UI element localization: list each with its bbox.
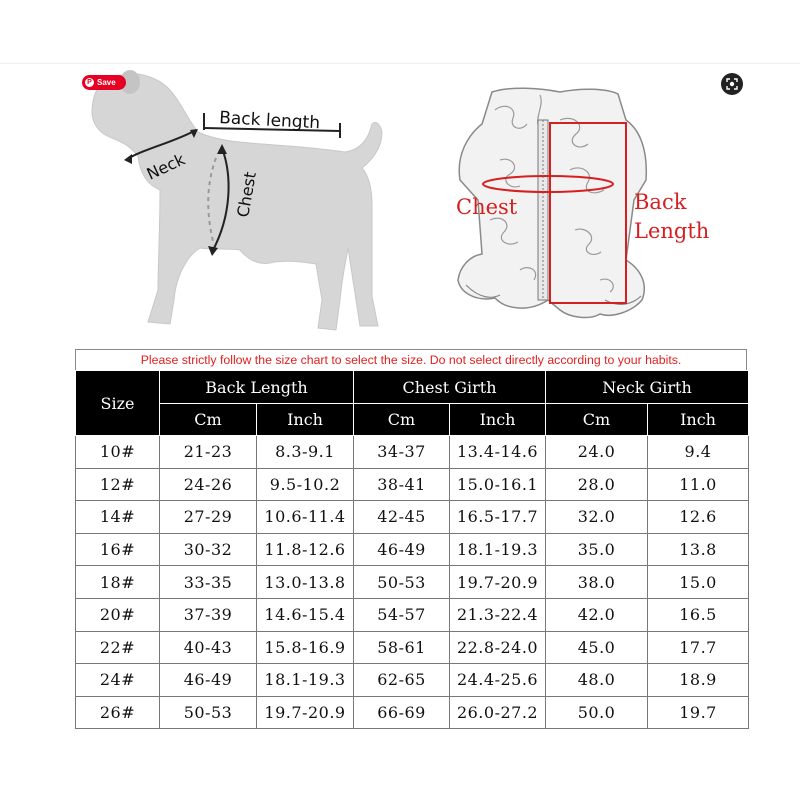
- table-cell: 28.0: [546, 468, 648, 501]
- table-cell: 33-35: [160, 566, 257, 599]
- table-cell: 32.0: [546, 501, 648, 534]
- unit-header: Cm: [354, 404, 450, 436]
- table-cell: 37-39: [160, 598, 257, 631]
- table-cell: 18.1-19.3: [450, 533, 546, 566]
- table-cell: 24-26: [160, 468, 257, 501]
- neck-label: Neck: [143, 149, 188, 184]
- table-cell: 50.0: [546, 696, 648, 729]
- table-cell: 16.5: [648, 598, 749, 631]
- neck-girth-header: Neck Girth: [546, 371, 749, 404]
- unit-header: Inch: [648, 404, 749, 436]
- table-cell: 13.8: [648, 533, 749, 566]
- size-cell: 10#: [76, 436, 160, 469]
- table-cell: 18.9: [648, 664, 749, 697]
- size-cell: 14#: [76, 501, 160, 534]
- size-cell: 22#: [76, 631, 160, 664]
- table-cell: 42.0: [546, 598, 648, 631]
- illustrations: [0, 0, 800, 345]
- table-cell: 10.6-11.4: [257, 501, 354, 534]
- table-cell: 18.1-19.3: [257, 664, 354, 697]
- size-chart-table: [75, 370, 749, 729]
- table-row: [76, 631, 749, 664]
- table-cell: 66-69: [354, 696, 450, 729]
- table-cell: 15.8-16.9: [257, 631, 354, 664]
- table-cell: 8.3-9.1: [257, 436, 354, 469]
- chest-girth-header: Chest Girth: [354, 371, 546, 404]
- coat-back-label: Back: [634, 190, 687, 214]
- table-cell: 19.7-20.9: [257, 696, 354, 729]
- table-cell: 38-41: [354, 468, 450, 501]
- table-cell: 62-65: [354, 664, 450, 697]
- table-cell: 50-53: [354, 566, 450, 599]
- back-length-label: Back length: [218, 108, 321, 134]
- back-length-header: Back Length: [160, 371, 354, 404]
- save-label: Save: [97, 78, 116, 87]
- table-cell: 58-61: [354, 631, 450, 664]
- table-cell: 21-23: [160, 436, 257, 469]
- table-cell: 26.0-27.2: [450, 696, 546, 729]
- table-row: [76, 501, 749, 534]
- table-cell: 13.0-13.8: [257, 566, 354, 599]
- visual-search-button[interactable]: [721, 73, 743, 95]
- coat-length-label: Length: [634, 219, 710, 243]
- size-cell: 24#: [76, 664, 160, 697]
- size-chart-notice: Please strictly follow the size chart to select the size. Do not select directly according to your habits.: [75, 349, 747, 370]
- chest-label: Chest: [233, 170, 260, 219]
- table-cell: 19.7: [648, 696, 749, 729]
- table-cell: 11.8-12.6: [257, 533, 354, 566]
- table-cell: 45.0: [546, 631, 648, 664]
- table-cell: 40-43: [160, 631, 257, 664]
- table-cell: 17.7: [648, 631, 749, 664]
- table-cell: 19.7-20.9: [450, 566, 546, 599]
- table-row: [76, 468, 749, 501]
- table-cell: 42-45: [354, 501, 450, 534]
- table-cell: 13.4-14.6: [450, 436, 546, 469]
- table-cell: 24.4-25.6: [450, 664, 546, 697]
- table-cell: 54-57: [354, 598, 450, 631]
- lens-icon: [725, 77, 739, 91]
- table-cell: 14.6-15.4: [257, 598, 354, 631]
- pinterest-icon: P: [85, 78, 94, 87]
- table-row: [76, 664, 749, 697]
- unit-header: Inch: [450, 404, 546, 436]
- table-cell: 22.8-24.0: [450, 631, 546, 664]
- size-cell: 26#: [76, 696, 160, 729]
- table-cell: 9.5-10.2: [257, 468, 354, 501]
- size-header: Size: [76, 371, 160, 436]
- table-cell: 48.0: [546, 664, 648, 697]
- table-cell: 24.0: [546, 436, 648, 469]
- size-cell: 12#: [76, 468, 160, 501]
- size-cell: 20#: [76, 598, 160, 631]
- unit-header: Inch: [257, 404, 354, 436]
- table-cell: 34-37: [354, 436, 450, 469]
- table-cell: 38.0: [546, 566, 648, 599]
- table-cell: 35.0: [546, 533, 648, 566]
- table-cell: 27-29: [160, 501, 257, 534]
- table-cell: 15.0-16.1: [450, 468, 546, 501]
- table-cell: 16.5-17.7: [450, 501, 546, 534]
- size-cell: 16#: [76, 533, 160, 566]
- table-cell: 9.4: [648, 436, 749, 469]
- table-cell: 30-32: [160, 533, 257, 566]
- unit-header: Cm: [160, 404, 257, 436]
- table-row: [76, 533, 749, 566]
- unit-header: Cm: [546, 404, 648, 436]
- table-row: [76, 436, 749, 469]
- size-cell: 18#: [76, 566, 160, 599]
- table-cell: 46-49: [354, 533, 450, 566]
- table-cell: 11.0: [648, 468, 749, 501]
- table-cell: 46-49: [160, 664, 257, 697]
- table-cell: 15.0: [648, 566, 749, 599]
- table-row: [76, 696, 749, 729]
- table-cell: 21.3-22.4: [450, 598, 546, 631]
- table-row: [76, 566, 749, 599]
- table-row: [76, 598, 749, 631]
- table-cell: 50-53: [160, 696, 257, 729]
- coat-chest-label: Chest: [456, 195, 518, 219]
- pinterest-save-button[interactable]: [82, 75, 126, 90]
- table-cell: 12.6: [648, 501, 749, 534]
